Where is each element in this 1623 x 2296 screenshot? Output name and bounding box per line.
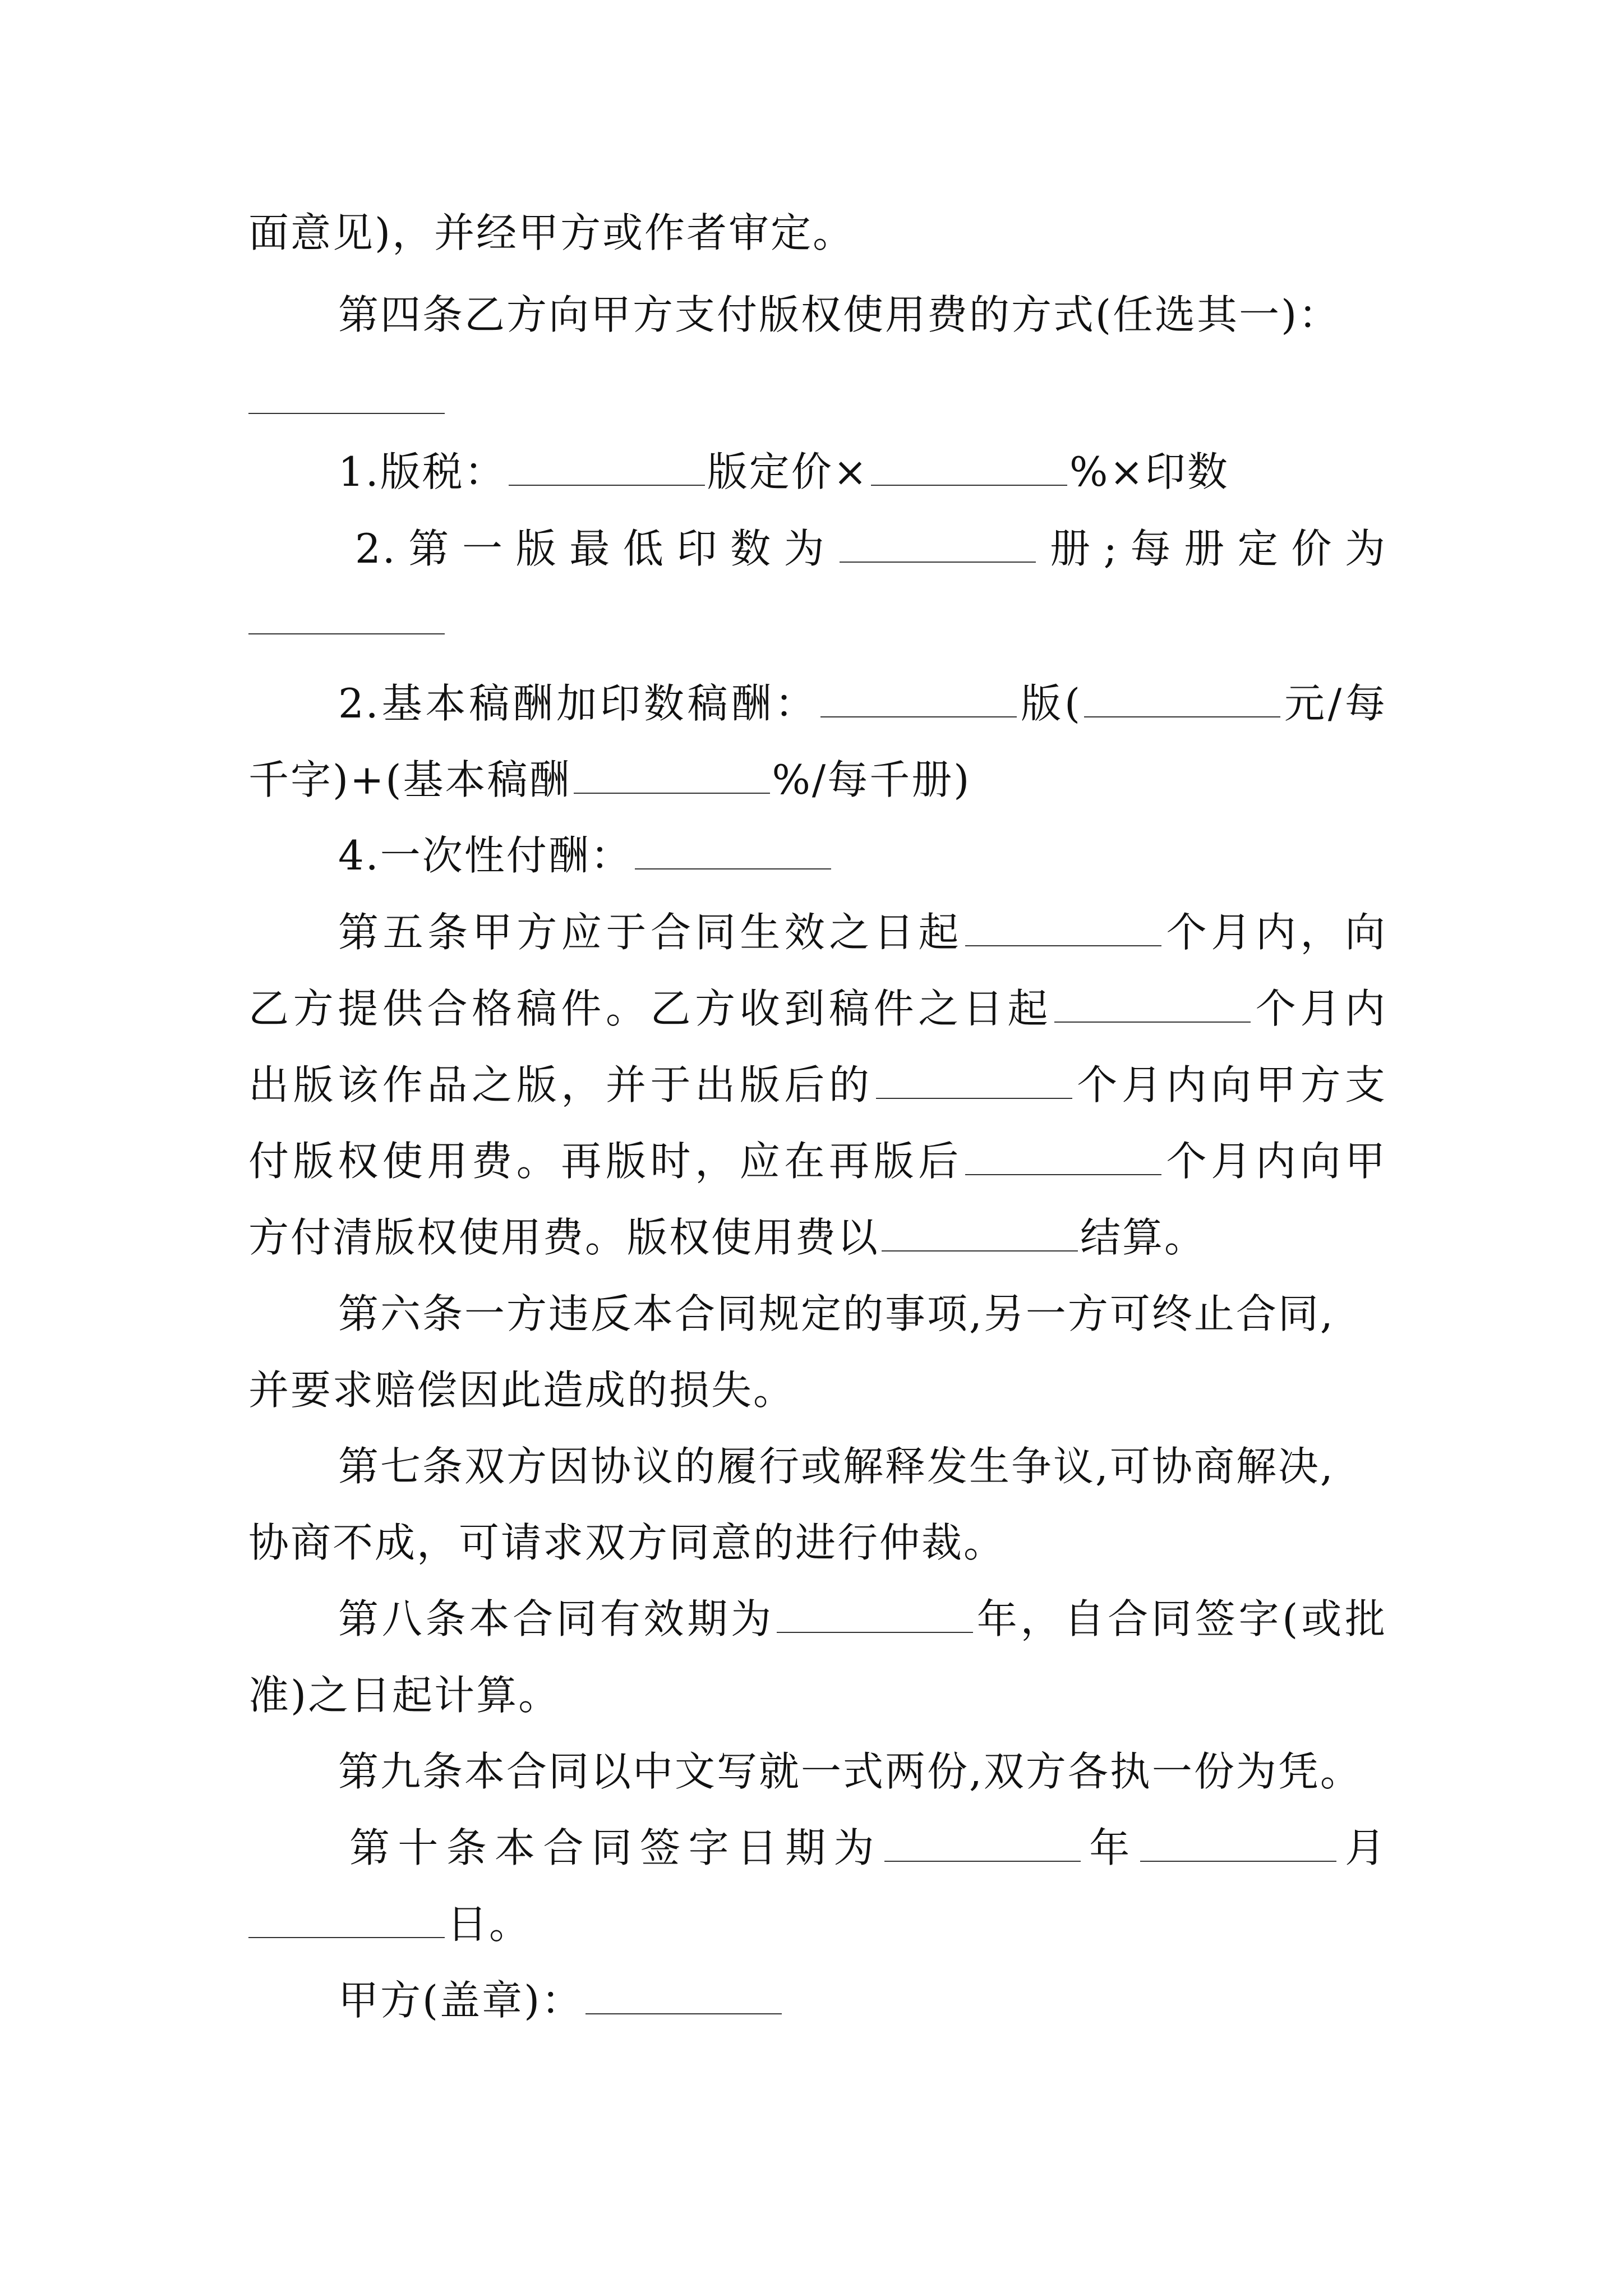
line-text: 第七条双方因协议的履行或解释发生争议,可协商解决, (338, 1443, 1335, 1490)
fill-blank[interactable] (876, 1064, 1072, 1099)
line-text: 个月内 (1253, 985, 1387, 1032)
fill-blank[interactable] (965, 1140, 1161, 1175)
article-10-line-1 (349, 1821, 1387, 1875)
line-text: 千字)+(基本稿酬 (248, 756, 571, 803)
option-4-lump-sum (338, 829, 1387, 882)
line-text: 册;每册定价为 (1038, 525, 1387, 572)
article-7-line-2 (248, 1516, 1387, 1570)
line-text: 出版该作品之版，并于出版后的 (248, 1061, 874, 1108)
option-2-base-fee (338, 677, 1387, 730)
line-text: 结算。 (1080, 1214, 1207, 1261)
blank-line-2 (248, 593, 1387, 647)
line-text: %/每千册) (772, 756, 971, 803)
fill-blank[interactable] (884, 1827, 1081, 1862)
line-text: %×印数 (1069, 448, 1229, 495)
fill-blank[interactable] (248, 1903, 445, 1938)
line-text: 并要求赔偿因此造成的损失。 (248, 1366, 796, 1414)
article-5-line-5 (248, 1211, 1387, 1264)
option-2-first-edition (355, 522, 1387, 576)
option-1-royalty (338, 445, 1387, 499)
fill-blank[interactable] (840, 528, 1036, 563)
article-8-line-1 (338, 1592, 1387, 1646)
line-text: 第六条一方违反本合同规定的事项,另一方可终止合同, (338, 1290, 1335, 1337)
line-text: 版( (1019, 680, 1082, 727)
line-text: 协商不成，可请求双方同意的进行仲裁。 (248, 1519, 1006, 1566)
article-8-line-2 (248, 1668, 1387, 1722)
line-text: 第八条本合同有效期为 (338, 1595, 774, 1642)
line-text: 第五条甲方应于合同生效之日起 (338, 909, 963, 956)
fill-blank[interactable] (777, 1598, 973, 1633)
fill-blank[interactable] (1084, 683, 1280, 717)
article-10-line-2 (248, 1897, 1387, 1951)
line-text: 第九条本合同以中文写就一式两份,双方各执一份为凭。 (338, 1748, 1362, 1795)
fill-blank[interactable] (635, 835, 831, 869)
fill-blank[interactable] (248, 600, 445, 634)
article-5-line-1 (338, 905, 1387, 959)
article-5-line-3 (248, 1058, 1387, 1112)
line-text: 面意见)，并经甲方或作者审定。 (248, 209, 855, 256)
line-text: 准)之日起计算。 (248, 1672, 561, 1719)
article-4-heading (338, 288, 1387, 342)
fill-blank[interactable] (248, 379, 445, 414)
line-text: 乙方提供合格稿件。乙方收到稿件之日起 (248, 985, 1053, 1032)
article-5-line-4 (248, 1134, 1387, 1188)
line-text: 月 (1338, 1824, 1387, 1871)
blank-line-1 (248, 373, 1387, 427)
article-6-line-2 (248, 1363, 1387, 1417)
option-2-base-fee-cont (248, 753, 1387, 807)
line-text: 个月内向甲 (1163, 1138, 1387, 1185)
fill-blank[interactable] (882, 1217, 1078, 1251)
fill-blank[interactable] (820, 683, 1017, 717)
line-text: 元/每 (1283, 680, 1387, 727)
line-text: 年，自合同签字(或批 (975, 1595, 1387, 1642)
line-text: 第四条乙方向甲方支付版权使用费的方式(任选其一)： (338, 291, 1341, 338)
fill-blank[interactable] (509, 451, 705, 486)
article-5-line-2 (248, 982, 1387, 1036)
fill-blank[interactable] (574, 759, 770, 794)
line-text: 日。 (447, 1901, 532, 1948)
fill-blank[interactable] (585, 1980, 782, 2014)
para-line-1 (248, 206, 1387, 260)
line-text: 4.一次性付酬： (338, 832, 633, 879)
line-text: 个月内向甲方支 (1074, 1061, 1387, 1108)
line-text: 方付清版权使用费。版权使用费以 (248, 1214, 880, 1261)
line-text: 个月内，向 (1164, 909, 1387, 956)
fill-blank[interactable] (1140, 1827, 1336, 1862)
line-text: 版定价× (707, 448, 869, 495)
article-7-line-1 (338, 1439, 1387, 1493)
fill-blank[interactable] (1054, 988, 1251, 1023)
line-text: 甲方(盖章)： (338, 1977, 584, 2024)
line-text: 2.第一版最低印数为 (355, 525, 838, 572)
line-text: 2.基本稿酬加印数稿酬： (338, 680, 819, 727)
line-text: 年 (1082, 1824, 1138, 1871)
line-text: 付版权使用费。再版时，应在再版后 (248, 1138, 963, 1185)
line-text: 1.版税： (338, 448, 506, 495)
article-9 (338, 1745, 1387, 1798)
fill-blank[interactable] (965, 912, 1161, 946)
line-text: 第十条本合同签字日期为 (349, 1824, 882, 1871)
party-a-seal (338, 1973, 1387, 2027)
fill-blank[interactable] (871, 451, 1067, 486)
article-6-line-1 (338, 1287, 1387, 1341)
